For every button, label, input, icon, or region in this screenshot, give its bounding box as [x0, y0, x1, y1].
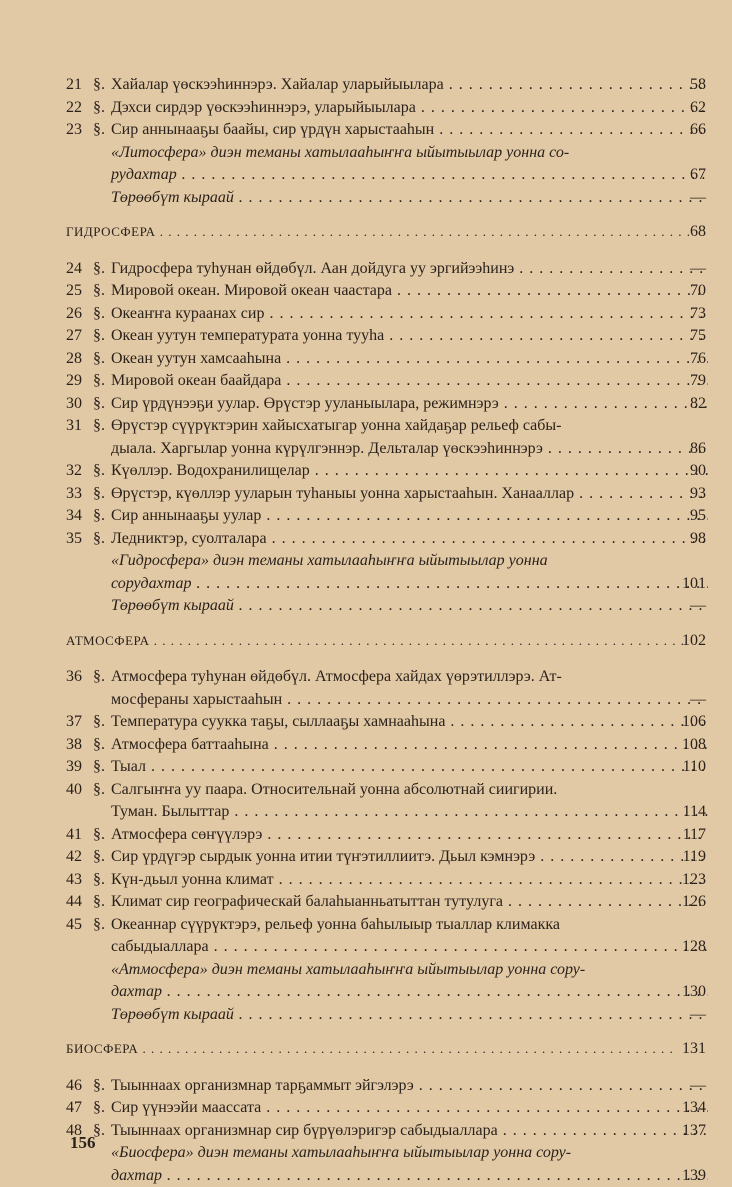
toc-entry-page: 119	[682, 848, 706, 865]
toc-entry-number: 45	[66, 915, 82, 933]
toc-entry-number: 35	[66, 529, 82, 547]
section-sign: §.	[93, 394, 105, 412]
toc-entry-page: 139	[682, 1166, 706, 1184]
toc-entry-page: —	[690, 188, 706, 206]
section-sign: §.	[93, 1121, 105, 1139]
section-sign: §.	[93, 1076, 105, 1094]
toc-entry-title: Гидросфера туһунан өйдөбүл. Аан дойдуга уу эргийээһинэ . . .	[111, 260, 708, 277]
toc-entry	[66, 1004, 708, 1027]
toc-entry-title: Тыыннаах организмнар тарҕаммыт эйгэлэрэ . . .	[111, 1077, 708, 1094]
toc-entry-title: сабыдыаллара . . .	[111, 938, 708, 955]
toc-entry-page: 62	[690, 98, 706, 116]
section-sign: §.	[93, 915, 105, 933]
toc-entry-number: 27	[66, 327, 82, 344]
section-sign: §.	[93, 735, 105, 753]
toc-entry-number: 28	[66, 349, 82, 367]
toc-entry-line1: «Гидросфера» диэн теманы хатылааһыҥҥа ыйытыылар уонна	[111, 552, 548, 569]
toc-entry	[66, 846, 708, 869]
toc-entry-page: —	[690, 1076, 706, 1094]
toc-entry-title: Атмосфера баттааһына . . .	[111, 736, 708, 753]
toc-entry-title: Океаҥҥа кураанах сир . . .	[111, 305, 708, 322]
table-of-contents	[66, 74, 708, 1187]
toc-entry-title: дахтар . . .	[111, 1167, 708, 1184]
toc-entry-page: 106	[682, 713, 706, 730]
toc-entry-title: Күн-дьыл уонна климат . . .	[111, 871, 708, 888]
toc-entry	[66, 348, 708, 371]
toc-entry-number: 33	[66, 484, 82, 502]
toc-entry-title: Тыыннаах организмнар сир бүрүөлэригэр сабыдыаллара . . .	[111, 1122, 708, 1139]
toc-entry	[66, 370, 708, 393]
toc-entry-title: дыала. Харгылар уонна күрүлгэннэр. Дельталар үөскээһиннэрэ . . .	[111, 440, 708, 457]
toc-entry-number: 22	[66, 98, 82, 116]
toc-entry-number: 32	[66, 462, 82, 479]
toc-entry	[66, 891, 708, 914]
toc-entry-title: Океан уутун хамсааһына . . .	[111, 350, 708, 367]
toc-entry	[66, 505, 708, 528]
toc-entry-page: 117	[682, 825, 706, 843]
toc-entry	[66, 869, 708, 892]
section-sign: §.	[93, 372, 105, 389]
section-sign: §.	[93, 259, 105, 277]
toc-entry-title: Мировой океан. Мировой океан чаастара . . .	[111, 282, 708, 299]
toc-entry	[66, 258, 708, 281]
toc-entry-number: 37	[66, 713, 82, 730]
section-header	[66, 221, 708, 244]
toc-entry-number: 43	[66, 870, 82, 888]
section-sign: §.	[93, 484, 105, 502]
toc-entry-title-line1: Салгыҥҥа уу паара. Относительнай уонна абсолютнай сиигирии.	[111, 780, 558, 798]
toc-entry	[66, 280, 708, 303]
toc-entry-number: 30	[66, 394, 82, 412]
toc-entry-line1: «Биосфера» диэн теманы хатылааһыҥҥа ыйытыылар уонна сору-	[111, 1144, 572, 1161]
toc-entry	[66, 1165, 708, 1187]
toc-entry-page: 93	[690, 484, 706, 502]
toc-entry-number: 48	[66, 1121, 82, 1139]
toc-entry	[66, 1097, 708, 1120]
section-sign: §.	[93, 668, 105, 685]
toc-entry	[66, 981, 708, 1004]
toc-entry	[66, 528, 708, 551]
toc-entry-page: 101	[682, 574, 706, 592]
toc-entry	[66, 303, 708, 326]
toc-entry-title: Океан уутун температурата уонна тууһа . . .	[111, 327, 708, 344]
toc-entry-page: —	[690, 259, 706, 277]
toc-entry-number: 42	[66, 848, 82, 865]
toc-entry	[66, 756, 708, 779]
toc-entry	[66, 711, 708, 734]
section-sign: §.	[93, 121, 105, 138]
section-header-title: БИОСФЕРА . . .	[66, 1041, 674, 1056]
toc-entry-page: 108	[682, 735, 706, 753]
toc-entry-title: Атмосфера сөҥүүлэрэ . . .	[111, 826, 708, 843]
toc-entry-page: 82	[690, 394, 706, 412]
section-sign: §.	[93, 462, 105, 479]
toc-entry-title-line1: Океаннар сүүрүктэрэ, рельеф уонна баһылыыр тыаллар климакка	[111, 915, 560, 933]
toc-entry-number: 29	[66, 372, 82, 389]
section-header	[66, 1038, 708, 1061]
toc-entry-title: рудахтар . . .	[111, 166, 708, 183]
section-sign: §.	[93, 848, 105, 865]
toc-entry-line1	[66, 666, 708, 689]
toc-entry-title: Тыал . . .	[111, 758, 708, 775]
toc-entry-title: Хайалар үөскээһиннэрэ. Хайалар уларыйыылара . . .	[111, 76, 708, 93]
section-sign: §.	[93, 529, 105, 547]
toc-entry-title: Сир үрдүнээҕи уулар. Өрүстэр ууланыылара, режимнэрэ . . .	[111, 395, 708, 412]
toc-entry-page: 98	[690, 529, 706, 547]
section-sign: §.	[93, 417, 105, 434]
toc-entry	[66, 734, 708, 757]
toc-entry-page: 128	[682, 938, 706, 955]
toc-entry-page: 131	[682, 1040, 706, 1057]
toc-entry-title: Сир аннынааҕы уулар . . .	[111, 507, 708, 524]
toc-entry-title: Сир үрдүгэр сырдык уонна итии түҥэтиллиитэ. Дьыл кэмнэрэ . . .	[111, 848, 708, 865]
toc-entry-title: Туман. Былыттар . . .	[111, 803, 708, 820]
toc-entry-title: дахтар . . .	[111, 983, 708, 1000]
toc-entry-page: 90	[690, 462, 706, 479]
toc-entry-line1: «Литосфера» диэн теманы хатылааһыҥҥа ыйытыылар уонна со-	[111, 143, 570, 161]
toc-entry-page: 66	[690, 121, 706, 138]
toc-entry-page: 126	[682, 893, 706, 910]
toc-entry-line1: «Атмосфера» диэн теманы хатылааһыҥҥа ыйытыылар уонна сору-	[111, 960, 586, 978]
toc-entry-number: 25	[66, 282, 82, 299]
toc-entry-page: 123	[682, 870, 706, 888]
toc-entry-title-line1: Өрүстэр сүүрүктэрин хайысхатыгар уонна хайдаҕар рельеф сабы-	[111, 417, 562, 434]
toc-entry-number: 36	[66, 668, 82, 685]
toc-entry-page: 67	[690, 166, 706, 183]
toc-entry	[66, 438, 708, 461]
toc-entry-page: —	[690, 1005, 706, 1023]
section-sign: §.	[93, 76, 105, 93]
toc-entry-number: 21	[66, 76, 82, 93]
toc-entry-title: Төрөөбүт кыраай . . .	[111, 597, 708, 614]
toc-entry-title-line1: Атмосфера туһунан өйдөбүл. Атмосфера хайдах үөрэтиллэрэ. Ат-	[111, 668, 562, 685]
section-header-title: ГИДРОСФЕРА . . .	[66, 224, 691, 239]
toc-entry	[66, 936, 708, 959]
toc-entry	[66, 187, 708, 210]
toc-entry-number: 24	[66, 259, 82, 277]
toc-entry-page: 130	[682, 983, 706, 1000]
section-sign: §.	[93, 327, 105, 344]
section-sign: §.	[93, 713, 105, 730]
toc-entry-page: 73	[690, 304, 706, 322]
section-sign: §.	[93, 1099, 105, 1116]
toc-entry-title: Мировой океан баайдара . . .	[111, 372, 708, 389]
toc-entry	[66, 164, 708, 187]
toc-entry-title: Сир үүнээйи маассата . . .	[111, 1099, 708, 1116]
toc-entry-title: Төрөөбүт кыраай . . .	[111, 189, 708, 206]
toc-entry-page: 68	[690, 223, 706, 240]
toc-entry	[66, 1120, 708, 1143]
section-sign: §.	[93, 893, 105, 910]
toc-entry-page: 75	[690, 327, 706, 344]
toc-entry-number: 34	[66, 507, 82, 524]
toc-entry-page: 76	[690, 349, 706, 367]
toc-entry-line1	[66, 779, 708, 802]
toc-entry-number: 40	[66, 780, 82, 798]
toc-entry-page: 114	[682, 803, 706, 820]
toc-entry-page: 102	[682, 631, 706, 649]
toc-entry-number: 31	[66, 417, 82, 434]
toc-entry-page: 134	[682, 1099, 706, 1116]
toc-entry-title: Төрөөбүт кыраай . . .	[111, 1006, 708, 1023]
toc-entry-number: 26	[66, 304, 82, 322]
toc-entry-title: Дэхси сирдэр үөскээһиннэрэ, уларыйыылара . . .	[111, 99, 708, 116]
toc-entry	[66, 824, 708, 847]
toc-entry	[66, 393, 708, 416]
toc-entry	[66, 74, 708, 97]
section-sign: §.	[93, 349, 105, 367]
toc-entry-page: 70	[690, 282, 706, 299]
toc-entry-title: Өрүстэр, күөллэр ууларын туһаныы уонна харыстааһын. Ханааллар . . .	[111, 485, 708, 502]
section-sign: §.	[93, 98, 105, 116]
toc-entry-title: Ледниктэр, суолталара . . .	[111, 530, 708, 547]
toc-entry-number: 41	[66, 825, 82, 843]
toc-entry-number: 47	[66, 1099, 82, 1116]
toc-entry-title: Күөллэр. Водохранилищелар . . .	[111, 462, 708, 479]
toc-entry-title: Сир аннынааҕы баайы, сир үрдүн харыстааһын . . .	[111, 121, 708, 138]
toc-entry-title: мосфераны харыстааһын . . .	[111, 691, 708, 708]
toc-entry-page: 79	[690, 372, 706, 389]
section-sign: §.	[93, 870, 105, 888]
toc-entry-page: 137	[682, 1121, 706, 1139]
toc-entry-number: 46	[66, 1076, 82, 1094]
section-sign: §.	[93, 825, 105, 843]
toc-entry-page: 58	[690, 76, 706, 93]
toc-entry-title: Климат сир географическай балаһыанньатыттан тутулуга . . .	[111, 893, 708, 910]
section-sign: §.	[93, 282, 105, 299]
toc-entry-page: 86	[690, 439, 706, 457]
toc-entry-title: сорудахтар . . .	[111, 575, 708, 592]
toc-entry-number: 44	[66, 893, 82, 910]
section-sign: §.	[93, 304, 105, 322]
section-sign: §.	[93, 758, 105, 775]
toc-entry	[66, 1075, 708, 1098]
page-number: 156	[70, 1133, 96, 1152]
toc-entry-page: 95	[690, 507, 706, 524]
section-sign: §.	[93, 507, 105, 524]
toc-entry	[66, 689, 708, 712]
toc-entry-line1	[66, 914, 708, 937]
toc-entry-number: 38	[66, 735, 82, 753]
toc-entry-number: 39	[66, 758, 82, 775]
toc-entry	[66, 97, 708, 120]
toc-entry-page: 110	[682, 758, 706, 775]
toc-entry-line1	[66, 415, 708, 438]
toc-entry	[66, 573, 708, 596]
section-header	[66, 630, 708, 653]
section-sign: §.	[93, 780, 105, 798]
toc-entry	[66, 595, 708, 618]
section-header-title: АТМОСФЕРА . . .	[66, 633, 685, 648]
toc-entry-page: —	[690, 690, 706, 708]
toc-entry-page: —	[690, 597, 706, 614]
toc-entry	[66, 460, 708, 483]
toc-entry	[66, 119, 708, 142]
toc-entry-number: 23	[66, 121, 82, 138]
toc-entry-title: Температура суукка таҕы, сыллааҕы хамнааһына . . .	[111, 713, 708, 730]
toc-entry	[66, 325, 708, 348]
toc-entry	[66, 801, 708, 824]
toc-entry	[66, 483, 708, 506]
